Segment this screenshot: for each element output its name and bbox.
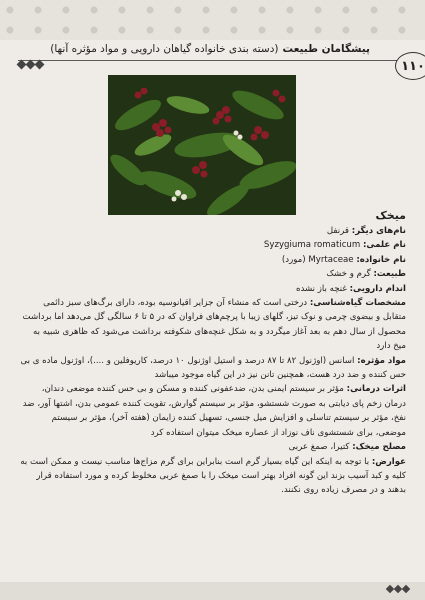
clove-plant-photo	[108, 75, 296, 215]
diamond-ornament-icon	[18, 61, 43, 71]
medicinal-part-row: اندام دارویی: غنچه باز نشده	[295, 283, 406, 294]
other-names-row: نام‌های دیگر: قرنفل	[326, 226, 406, 236]
nature-row: طبیعت: گرم و خشک	[326, 269, 406, 280]
effects-paragraph: اثرات درمانی: مؤثر بر سیستم ایمنی بدن، ضدعفونی کننده و مسکن و بی حس کننده موضعی دندان، درمان زخم پای دیابتی به صورت شستشو، مؤثر بر سیستم گوارش، تقویت کننده عمومی بدن، اشتها آور، ضد نفخ، مؤثر بر سیستم تناسلی و افزایش میل جنسی، تسهیل کننده زایمان (هفته آخر)، مؤثر بر سیستم موضعی، برای شستشوی ناف نوزاد از عصاره میخک میتوان استفاده کرد	[22, 384, 406, 438]
page-number: ۱۱۰	[395, 52, 425, 80]
page-header	[18, 38, 410, 61]
top-decorative-band	[0, 0, 425, 40]
bottom-decorative-band	[0, 582, 425, 600]
botanical-paragraph: مشخصات گیاه‌شناسی: درختی است که منشاء آن جزایر اقیانوسیه بوده، دارای برگ‌های سبز دائمی متقابل و بیضوی چرمی و نوک تیز، گلهای زیبا با پرچم‌های فراوان که در ۵ تا ۶ سالگی گل می‌دهد اما برداشت محصول از سال دهم به بعد آغاز میگردد و به شکل غنچه‌های شکوفته برداشت می‌شود که ظاهری شبیه به میخ دارد	[22, 298, 406, 352]
corrective-row: مصلح میخک: کتیرا، صمغ عربی	[288, 442, 406, 453]
book-title: پیشگامان طبیعت	[282, 43, 370, 55]
scientific-name-row: نام علمی: Syzygiuma romaticum	[263, 240, 406, 251]
book-subtitle: (دسته بندی خانواده گیاهان دارویی و مواد مؤثره آنها)	[50, 43, 279, 55]
family-row: نام خانواده: Myrtaceae (مورد)	[281, 254, 406, 265]
diamond-ornament-icon	[387, 586, 409, 592]
article-title: میخک	[375, 209, 406, 222]
side-effects-paragraph: عوارض: با توجه به اینکه این گیاه بسیار گرم است بنابراین برای گرم مزاج‌ها مناسب نیست و ممکن است به کلیه و کبد آسیب بزند این گونه افراد بهتر است میخک را با صمغ عربی مخلوط کرده و مورد استفاده قرار بدهند و در مصرف زیاده روی نکنند.	[20, 456, 406, 496]
article-body	[20, 208, 406, 498]
active-compounds-paragraph: مواد مؤثره: اسانس (اوژنول ۸۲ تا ۸۷ درصد و استیل اوژنول ۱۰ درصد، کاریوفلین و ....)، اوژنول ماده ی بی حس کننده و ضد درد هست، همچنین تانن نیز در این گیاه موجود میباشد	[20, 355, 406, 381]
